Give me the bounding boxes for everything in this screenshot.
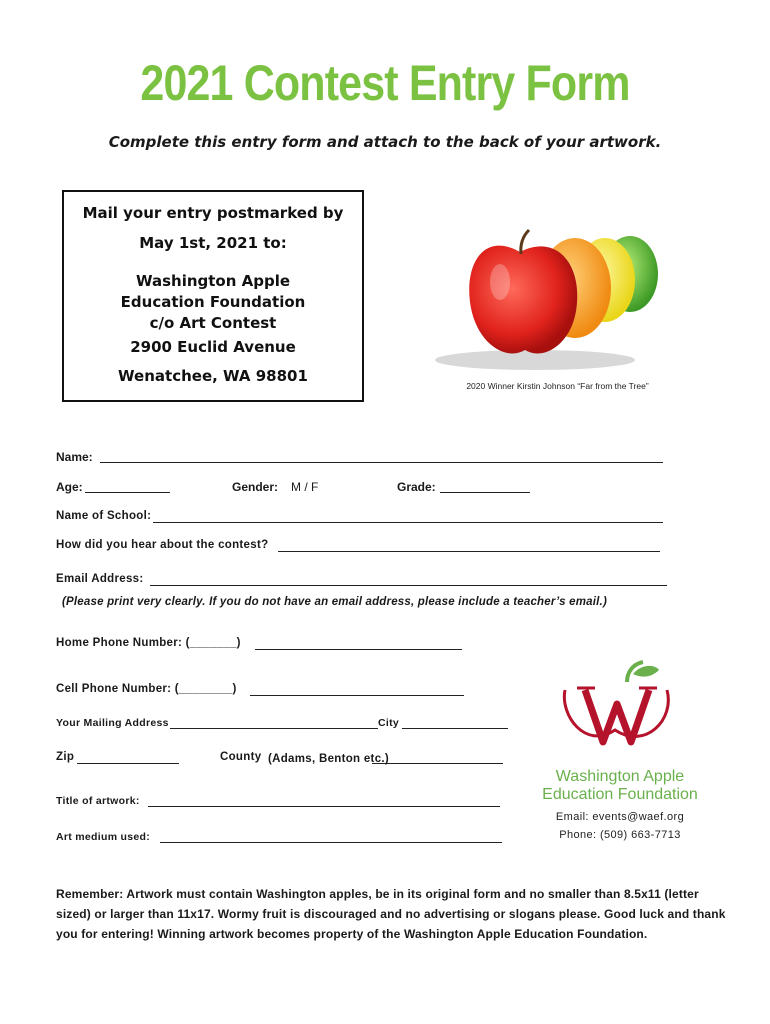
hear-input-line[interactable] [278,551,660,552]
zip-input-line[interactable] [77,763,179,764]
gender-label: Gender: [232,480,279,494]
mail-street: 2900 Euclid Avenue [130,338,296,356]
zip-label: Zip [56,751,75,763]
foundation-email: Email: events@waef.org [555,811,685,823]
foundation-name-line-2: Education Foundation [542,786,698,803]
name-input-line[interactable] [100,462,663,463]
cell-phone-label: Cell Phone Number: (________) [56,683,237,695]
hear-label: How did you hear about the contest? [56,539,269,551]
county-input-line[interactable] [372,763,503,764]
foundation-name-line-1: Washington Apple [555,768,685,785]
foundation-name [520,768,720,804]
name-label: Name: [56,450,93,464]
age-label: Age: [56,480,83,494]
mail-deadline: May 1st, 2021 to: [139,234,287,252]
mail-org-line-1: Washington Apple [135,272,291,290]
mailing-instructions-box [62,190,364,402]
mailing-address-label: Your Mailing Address [56,717,169,729]
city-input-line[interactable] [402,728,508,729]
grade-input-line[interactable] [440,492,530,493]
page-subtitle: Complete this entry form and attach to the back of your artwork. [108,133,662,151]
gender-options[interactable]: M / F [291,480,319,494]
home-phone-label: Home Phone Number: (_______) [56,637,241,649]
art-medium-label: Art medium used: [56,831,151,843]
school-input-line[interactable] [153,522,663,523]
art-medium-input-line[interactable] [160,842,502,843]
email-note: (Please print very clearly. If you do not have an email address, please include a teacher’s email.) [62,596,607,608]
county-hint: (Adams, Benton etc.) [268,753,390,765]
red-apple [469,246,577,354]
home-phone-input-line[interactable] [255,649,462,650]
apple-artwork-image [425,222,665,372]
page-title: 2021 Contest Entry Form [140,55,630,111]
logo-w-icon [585,690,649,742]
artwork-title-label: Title of artwork: [56,795,140,807]
artwork-caption: 2020 Winner Kirstin Johnson “Far from the Tree” [466,381,649,391]
age-input-line[interactable] [85,492,170,493]
email-label: Email Address: [56,573,144,585]
grade-label: Grade: [397,480,436,494]
school-label: Name of School: [56,510,152,522]
waef-logo [555,660,685,760]
mail-org-line-2: Education Foundation [120,293,306,311]
artwork-title-input-line[interactable] [148,806,500,807]
county-label: County [220,751,262,763]
mailing-address-input-line[interactable] [170,728,378,729]
email-input-line[interactable] [150,585,667,586]
remember-paragraph: Remember: Artwork must contain Washington apples, be in its original form and no smaller than 8.5x11 (letter sized) or larger than 11x17. Wormy fruit is discouraged and no advertising or slogans please. Good luck and thank you for entering! Winning artwork becomes property of the Washington Apple Education Foundation. [56,887,726,941]
cell-phone-input-line[interactable] [250,695,464,696]
logo-leaf-icon [633,666,659,677]
city-label: City [378,717,400,729]
mail-city: Wenatchee, WA 98801 [118,367,308,385]
foundation-phone: Phone: (509) 663-7713 [559,829,681,841]
mail-line-1: Mail your entry postmarked by [82,204,344,222]
mail-care-of: c/o Art Contest [149,314,277,332]
